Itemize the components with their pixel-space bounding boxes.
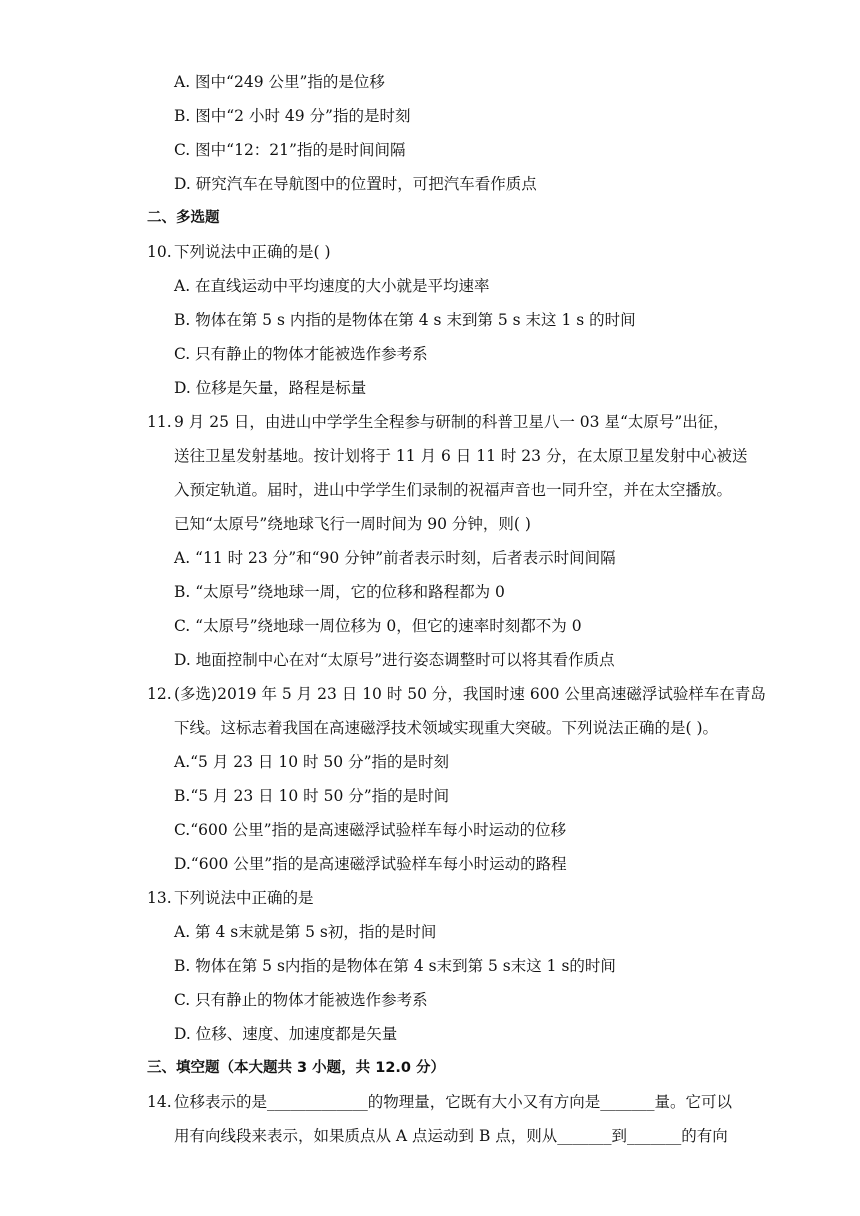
- q11-number: 11.: [147, 413, 172, 431]
- q12-option-d: D.“600 公里”指的是高速磁浮试验样车每小时运动的路程: [174, 855, 567, 873]
- q13-option-d: D. 位移、速度、加速度都是矢量: [174, 1025, 398, 1043]
- q12-stem-line-1: (多选)2019 年 5 月 23 日 10 时 50 分，我国时速 600 公里高速磁浮试验样车在青岛: [174, 685, 766, 703]
- q10-option-b: B. 物体在第 5 s 内指的是物体在第 4 s 末到第 5 s 末这 1 s 的时间: [174, 311, 636, 329]
- q12-option-c: C.“600 公里”指的是高速磁浮试验样车每小时运动的位移: [174, 821, 567, 839]
- section-heading-multiple-choice: 二、多选题: [147, 210, 220, 226]
- q9-option-a: A. 图中“249 公里”指的是位移: [174, 73, 385, 91]
- q13-stem: 下列说法中正确的是: [174, 889, 314, 907]
- q13-number: 13.: [147, 889, 172, 907]
- q11-stem-line-2: 送往卫星发射基地。按计划将于 11 月 6 日 11 时 23 分，在太原卫星发射中心被送: [174, 447, 748, 465]
- q10-option-a: A. 在直线运动中平均速度的大小就是平均速率: [174, 277, 490, 295]
- q12-option-a: A.“5 月 23 日 10 时 50 分”指的是时刻: [174, 753, 449, 771]
- q11-option-a: A. “11 时 23 分”和“90 分钟”前者表示时刻，后者表示时间间隔: [174, 549, 616, 567]
- q9-option-d: D. 研究汽车在导航图中的位置时，可把汽车看作质点: [174, 175, 537, 193]
- q13-option-a: A. 第 4 s末就是第 5 s初，指的是时间: [174, 923, 437, 941]
- q9-option-c: C. 图中“12：21”指的是时间间隔: [174, 141, 406, 159]
- q10-number: 10.: [147, 243, 172, 261]
- q14-number: 14.: [147, 1093, 172, 1111]
- q11-option-d: D. 地面控制中心在对“太原号”进行姿态调整时可以将其看作质点: [174, 651, 615, 669]
- q14-stem-line-2: 用有向线段来表示，如果质点从 A 点运动到 B 点，则从_______到_______的有向: [174, 1127, 728, 1145]
- q12-number: 12.: [147, 685, 172, 703]
- q14-stem-line-1: 位移表示的是_____________的物理量，它既有大小又有方向是_______量。它可以: [174, 1093, 733, 1111]
- q11-stem-line-1: 9 月 25 日，由进山中学学生全程参与研制的科普卫星八一 03 星“太原号”出征，: [174, 413, 729, 431]
- q12-stem-line-2: 下线。这标志着我国在高速磁浮技术领域实现重大突破。下列说法正确的是( )。: [174, 719, 719, 737]
- q11-option-b: B. “太原号”绕地球一周，它的位移和路程都为 0: [174, 583, 505, 601]
- q12-option-b: B.“5 月 23 日 10 时 50 分”指的是时间: [174, 787, 450, 805]
- q13-option-b: B. 物体在第 5 s内指的是物体在第 4 s末到第 5 s末这 1 s的时间: [174, 957, 616, 975]
- q9-option-b: B. 图中“2 小时 49 分”指的是时刻: [174, 107, 411, 125]
- q10-stem: 下列说法中正确的是( ): [174, 243, 331, 261]
- section-heading-fill-in: 三、填空题（本大题共 3 小题，共 12.0 分）: [147, 1060, 446, 1076]
- q11-option-c: C. “太原号”绕地球一周位移为 0，但它的速率时刻都不为 0: [174, 617, 582, 635]
- q10-option-d: D. 位移是矢量，路程是标量: [174, 379, 367, 397]
- q11-stem-line-4: 已知“太原号”绕地球飞行一周时间为 90 分钟，则( ): [174, 515, 531, 533]
- q11-stem-line-3: 入预定轨道。届时，进山中学学生们录制的祝福声音也一同升空，并在太空播放。: [174, 481, 733, 499]
- q10-option-c: C. 只有静止的物体才能被选作参考系: [174, 345, 428, 363]
- q13-option-c: C. 只有静止的物体才能被选作参考系: [174, 991, 428, 1009]
